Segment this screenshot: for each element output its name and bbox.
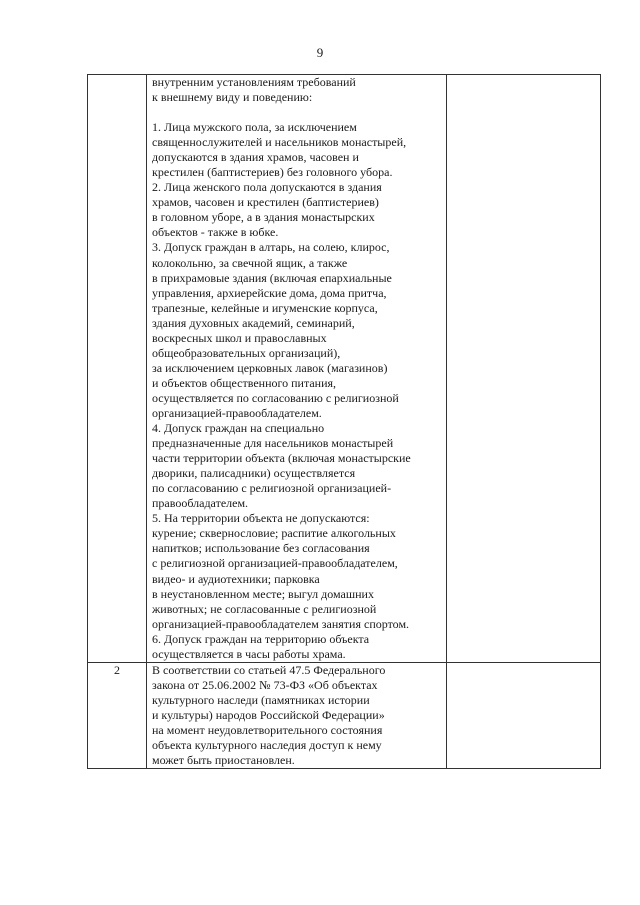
text-line: животных; не согласованные с религиозной	[152, 601, 377, 616]
text-line: на момент неудовлетворительного состояния	[152, 722, 383, 737]
text-line: здания духовных академий, семинарий,	[152, 315, 355, 330]
table-row	[88, 75, 601, 663]
text-line: В соответствии со статьей 47.5 Федерального	[152, 662, 386, 677]
text-line: культурного наследи (памятниках истории	[152, 692, 370, 707]
row-notes-cell	[447, 662, 601, 768]
row-number-cell	[88, 75, 147, 663]
text-line: 3. Допуск граждан в алтарь, на солею, клирос,	[152, 240, 390, 255]
text-line: и культуры) народов Российской Федерации»	[152, 707, 385, 722]
text-line: крестилен (баптистериев) без головного убора.	[152, 165, 393, 180]
text-line: курение; сквернословие; распитие алкогольных	[152, 526, 396, 541]
text-line: по согласованию с религиозной организацией-	[152, 481, 392, 496]
text-line: организацией-правообладателем.	[152, 405, 322, 420]
text-line: закона от 25.06.2002 № 73-ФЗ «Об объектах	[152, 677, 378, 692]
text-line: напитков; использование без согласования	[152, 541, 370, 556]
text-line: 4. Допуск граждан на специально	[152, 421, 325, 436]
text-line: части территории объекта (включая монастырские	[152, 451, 411, 466]
table-row	[88, 662, 601, 768]
text-line: воскресных школ и православных	[152, 330, 327, 345]
row-number: 2	[114, 662, 120, 677]
text-line: и объектов общественного питания,	[152, 375, 337, 390]
text-line: священнослужителей и насельников монастырей,	[152, 135, 407, 150]
text-line: колокольню, за свечной ящик, а также	[152, 255, 348, 270]
text-line: трапезные, келейные и игуменские корпуса,	[152, 300, 378, 315]
text-line: объектов - также в юбке.	[152, 225, 279, 240]
text-line: дворики, палисадники) осуществляется	[152, 466, 356, 481]
text-line: храмов, часовен и крестилен (баптистериев)	[152, 195, 379, 210]
text-line: к внешнему виду и поведению:	[152, 90, 313, 105]
text-line: может быть приостановлен.	[152, 753, 295, 768]
text-line: в неустановленном месте; выгул домашних	[152, 586, 374, 601]
text-line: предназначенные для насельников монастырей	[152, 436, 394, 451]
paragraph-gap	[152, 105, 442, 120]
text-line: объекта культурного наследия доступ к нему	[152, 738, 382, 753]
text-line: общеобразовательных организаций),	[152, 345, 341, 360]
text-line: организацией-правообладателем занятия спортом.	[152, 616, 410, 631]
text-line: внутренним установлениям требований	[152, 75, 356, 89]
row-number-cell	[88, 662, 147, 768]
text-line: за исключением церковных лавок (магазинов)	[152, 360, 388, 375]
text-line: в прихрамовые здания (включая епархиальные	[152, 270, 392, 285]
row-text-cell	[147, 662, 447, 768]
text-line: управления, архиерейские дома, дома притча,	[152, 285, 387, 300]
requirements-table	[87, 74, 601, 769]
text-line: допускаются в здания храмов, часовен и	[152, 150, 359, 165]
text-line: видео- и аудиотехники; парковка	[152, 571, 320, 586]
text-line: с религиозной организацией-правообладателем,	[152, 556, 398, 571]
text-line: правообладателем.	[152, 496, 249, 511]
text-line: осуществляется по согласованию с религиозной	[152, 390, 399, 405]
row-notes-cell	[447, 75, 601, 663]
row-text-cell	[147, 75, 447, 663]
text-line: 2. Лица женского пола допускаются в здания	[152, 180, 382, 195]
page-number: 9	[316, 45, 324, 60]
text-line: 1. Лица мужского пола, за исключением	[152, 120, 357, 135]
text-line: осуществляется в часы работы храма.	[152, 646, 346, 661]
text-line: 6. Допуск граждан на территорию объекта	[152, 631, 370, 646]
text-line: в головном уборе, а в здания монастырских	[152, 210, 375, 225]
text-line: 5. На территории объекта не допускаются:	[152, 511, 370, 526]
